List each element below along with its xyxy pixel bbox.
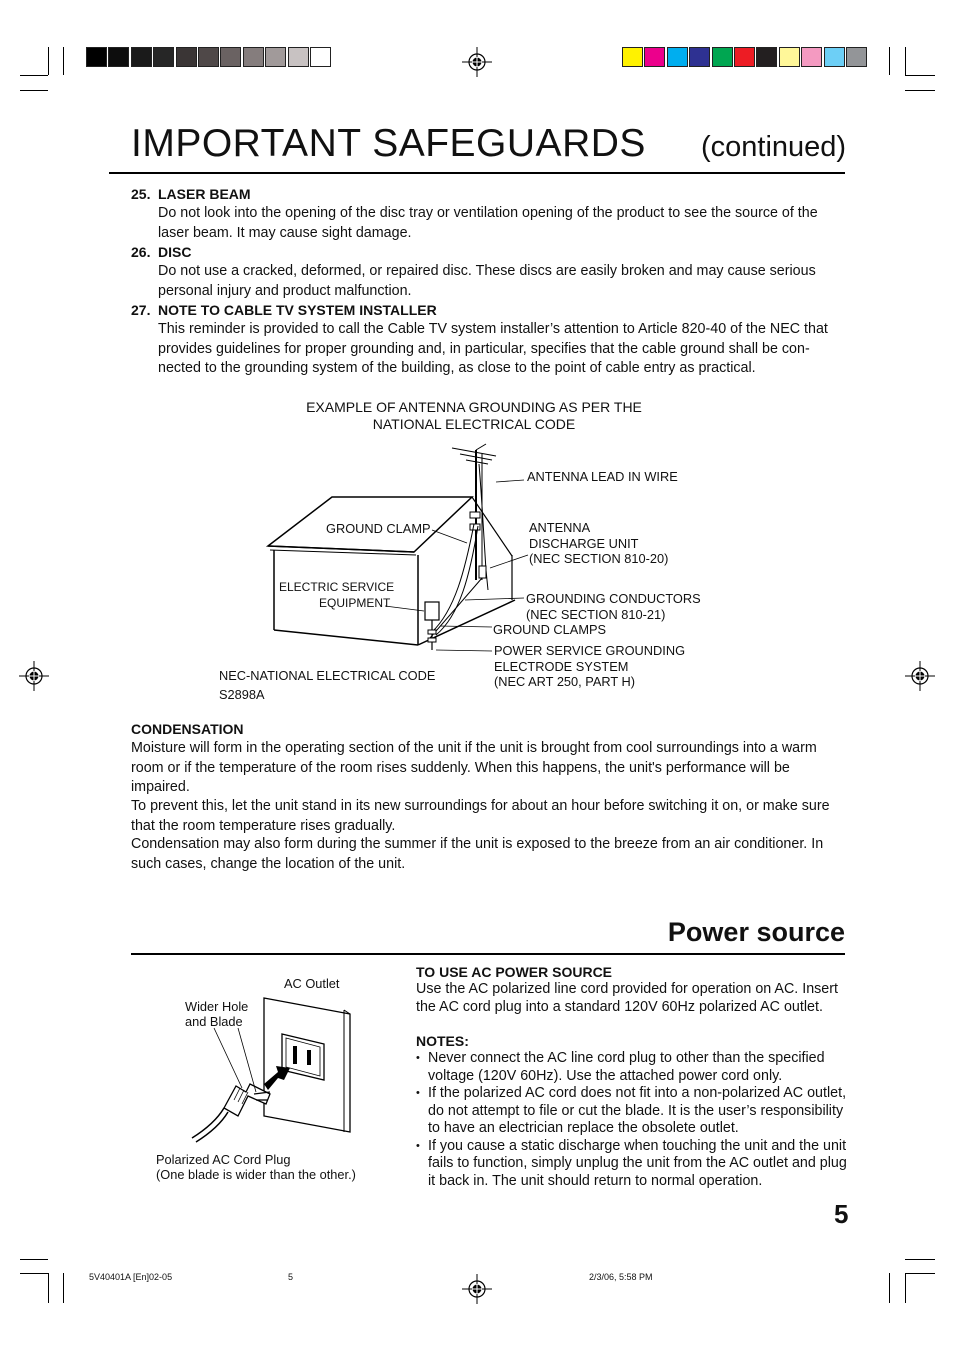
page-subtitle: (continued) bbox=[701, 131, 847, 163]
label-discharge-unit bbox=[529, 520, 668, 567]
list-item: • If you cause a static discharge when touching the unit and the unit fails to function, simply unplug the unit from the AC outlet and plug it back in. The unit should return to normal operation. bbox=[416, 1138, 848, 1191]
label-power-service bbox=[494, 643, 685, 690]
title-rule bbox=[109, 172, 845, 174]
label-line: GROUNDING CONDUCTORS bbox=[526, 591, 701, 606]
item-number: 27. bbox=[131, 302, 151, 318]
label-nec: NEC-NATIONAL ELECTRICAL CODE bbox=[219, 668, 436, 683]
label-line: Polarized AC Cord Plug bbox=[156, 1152, 291, 1167]
color-swatch bbox=[153, 47, 174, 67]
label-antenna-lead: ANTENNA LEAD IN WIRE bbox=[527, 469, 678, 484]
label-grounding-conductors bbox=[526, 591, 701, 622]
condensation-paragraph: Moisture will form in the operating section of the unit if the unit is brought from cool surroundings into a warm room or if the temperature of the room rises suddenly. When this happens, the unit's performance will be impaired. bbox=[131, 740, 817, 795]
power-heading: TO USE AC POWER SOURCE bbox=[416, 964, 613, 980]
color-swatch bbox=[622, 47, 643, 67]
label-line: ELECTRIC SERVICE bbox=[279, 580, 395, 594]
label-line: ELECTRODE SYSTEM bbox=[494, 658, 629, 674]
color-swatch bbox=[265, 47, 286, 67]
label-line: POWER SERVICE GROUNDING bbox=[494, 643, 686, 658]
condensation-paragraph: To prevent this, let the unit stand in its new surroundings for about an hour before switching it on, or make sure that the room temperature rises gradually. bbox=[131, 798, 830, 834]
item-body: Do not look into the opening of the disc tray or ventilation opening of the product to see the source of the laser beam. It may cause sight damage. bbox=[158, 205, 818, 241]
item-title: DISC bbox=[158, 244, 192, 260]
list-item: • Never connect the AC line cord plug to other than the specified voltage (120V 60Hz). Use the attached power cord only. bbox=[416, 1050, 848, 1085]
item-heading bbox=[131, 244, 191, 260]
color-swatch bbox=[734, 47, 755, 67]
registration-mark-left-icon bbox=[19, 661, 49, 691]
color-swatch bbox=[243, 47, 264, 67]
footer-date: 2/3/06, 5:58 PM bbox=[589, 1272, 653, 1282]
label-code: S2898A bbox=[219, 687, 265, 702]
color-swatch bbox=[712, 47, 733, 67]
color-swatch bbox=[220, 47, 241, 67]
caption-line: NATIONAL ELECTRICAL CODE bbox=[372, 415, 576, 432]
label-line: and Blade bbox=[185, 1013, 243, 1029]
condensation-paragraph: Condensation may also form during the summer if the unit is exposed to the breeze from an air conditioner. In such cases, change the location of the unit. bbox=[131, 836, 824, 872]
diagram-caption bbox=[300, 399, 648, 432]
item-heading bbox=[131, 302, 437, 318]
label-ground-clamp: GROUND CLAMP bbox=[326, 521, 431, 536]
item-number: 26. bbox=[131, 244, 151, 260]
color-swatch bbox=[667, 47, 688, 67]
registration-mark-bottom-icon bbox=[462, 1274, 492, 1304]
label-polarized-plug bbox=[156, 1153, 356, 1182]
footer-file: 5V40401A [En]02-05 bbox=[89, 1272, 173, 1282]
label-line: (One blade is wider than the other.) bbox=[156, 1166, 356, 1182]
color-swatch bbox=[644, 47, 665, 67]
label-line: (NEC ART 250, PART H) bbox=[494, 674, 636, 689]
page-title: IMPORTANT SAFEGUARDS bbox=[131, 122, 646, 165]
item-title: NOTE TO CABLE TV SYSTEM INSTALLER bbox=[158, 302, 437, 318]
color-swatch bbox=[176, 47, 197, 67]
color-swatch bbox=[779, 47, 800, 67]
label-line: (NEC SECTION 810-21) bbox=[526, 606, 666, 622]
item-body: Do not use a cracked, deformed, or repaired disc. These discs are easily broken and may cause serious personal injury and product malfunction. bbox=[158, 263, 816, 299]
notes-heading: NOTES: bbox=[416, 1033, 469, 1049]
item-number: 25. bbox=[131, 186, 151, 202]
page-number: 5 bbox=[834, 1199, 849, 1229]
registration-mark-top-icon bbox=[462, 47, 492, 77]
color-swatch bbox=[288, 47, 309, 67]
list-item: • If the polarized AC cord does not fit into a non-polarized AC outlet, do not attempt to file or cut the blade. It is the user’s responsibility to have an electrician replace the obsolete outlet. bbox=[416, 1085, 848, 1138]
label-line: EQUIPMENT bbox=[319, 595, 391, 610]
section-rule bbox=[131, 953, 845, 955]
color-swatch bbox=[108, 47, 129, 67]
color-swatch bbox=[801, 47, 822, 67]
notes-list bbox=[416, 1050, 848, 1190]
color-swatch bbox=[756, 47, 777, 67]
item-heading bbox=[131, 186, 251, 202]
footer-page: 5 bbox=[288, 1272, 294, 1282]
condensation-heading: CONDENSATION bbox=[131, 721, 244, 737]
color-swatch bbox=[310, 47, 331, 67]
color-swatch bbox=[689, 47, 710, 67]
label-electric-service bbox=[279, 580, 394, 611]
color-swatch bbox=[846, 47, 867, 67]
label-line: DISCHARGE UNIT bbox=[529, 535, 639, 551]
label-line: (NEC SECTION 810-20) bbox=[529, 551, 669, 566]
power-body: Use the AC polarized line cord provided for operation on AC. Insert the AC cord plug into a standard 120V 60Hz polarized AC outlet. bbox=[416, 981, 838, 1015]
color-swatch bbox=[86, 47, 107, 67]
registration-mark-right-icon bbox=[905, 661, 935, 691]
caption-line: EXAMPLE OF ANTENNA GROUNDING AS PER THE bbox=[306, 399, 642, 415]
color-swatch bbox=[824, 47, 845, 67]
label-line: ANTENNA bbox=[529, 520, 591, 535]
section-title: Power source bbox=[667, 917, 845, 947]
item-body: This reminder is provided to call the Cable TV system installer’s attention to Article 820-40 of the NEC that provides guidelines for proper grounding and, in particular, specifies that the cable ground shall be con-nected to the grounding system of the building, as close to the point of cable entry as practical. bbox=[158, 321, 828, 376]
label-ground-clamps: GROUND CLAMPS bbox=[493, 622, 607, 637]
item-title: LASER BEAM bbox=[158, 186, 251, 202]
label-ac-outlet: AC Outlet bbox=[284, 976, 340, 991]
label-wider-hole bbox=[185, 1000, 248, 1029]
color-swatch bbox=[131, 47, 152, 67]
label-line: Wider Hole bbox=[185, 999, 249, 1014]
color-swatch bbox=[198, 47, 219, 67]
